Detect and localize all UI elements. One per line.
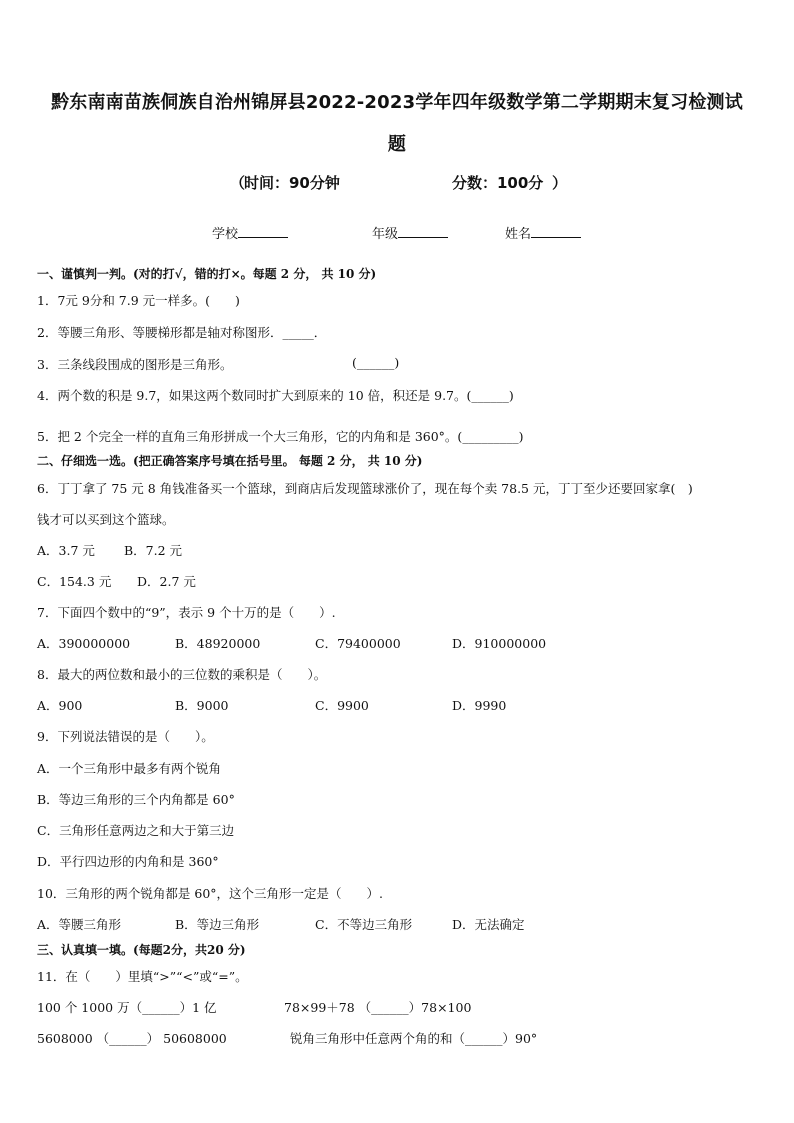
question-10-option-a[interactable]: A．等腰三角形 [37,917,122,932]
question-8-option-a[interactable]: A．900 [37,698,83,713]
meta-paren-left: （ [230,174,246,192]
question-10-option-d[interactable]: D．无法确定 [452,917,525,932]
question-7-option-b[interactable]: B．48920000 [175,636,261,651]
question-10: 10．三角形的两个锐角都是 60°，这个三角形一定是（ ）. [37,886,384,901]
name-field[interactable] [505,223,581,242]
question-10-option-c[interactable]: C．不等边三角形 [315,917,413,932]
grade-blank[interactable] [398,224,448,238]
question-7-option-c[interactable]: C．79400000 [315,636,401,651]
question-6-line1: 6．丁丁拿了 75 元 8 角钱准备买一个篮球，到商店后发现篮球涨价了，现在每个卖 78.5 元，丁丁至少还要回家拿( ) [37,481,693,496]
exam-meta [0,172,794,196]
question-2: 2．等腰三角形、等腰梯形都是轴对称图形．_____． [37,325,327,340]
name-label: 姓名 [505,227,532,242]
exam-score: 分数：100分 [452,174,544,192]
question-8-option-c[interactable]: C．9900 [315,698,369,713]
question-6-line2: 钱才可以买到这个篮球。 [37,512,175,527]
section-2-heading: 二、仔细选一选。(把正确答案序号填在括号里。 每题 2 分， 共 10 分) [37,454,423,468]
exam-title-line1: 黔东南南苗族侗族自治州锦屏县2022-2023学年四年级数学第二学期期末复习检测试 [51,92,743,113]
question-11: 11．在（ ）里填“>”“<”或“=”。 [37,969,248,984]
grade-label: 年级 [372,227,399,242]
question-6-option-c[interactable]: C．154.3 元 [37,574,112,589]
question-3-answer-blank[interactable]: (______) [352,355,400,370]
question-11-item-3[interactable]: 5608000 （______） 50608000 [37,1031,227,1046]
question-8-option-b[interactable]: B．9000 [175,698,229,713]
question-9-option-a[interactable]: A．一个三角形中最多有两个锐角 [37,761,222,776]
school-blank[interactable] [238,224,288,238]
question-7-option-d[interactable]: D．910000000 [452,636,547,651]
question-10-option-b[interactable]: B．等边三角形 [175,917,260,932]
question-6-option-d[interactable]: D．2.7 元 [137,574,196,589]
question-5: 5．把 2 个完全一样的直角三角形拼成一个大三角形，它的内角和是 360°。(_________) [37,429,524,444]
question-6-option-b[interactable]: B．7.2 元 [124,543,183,558]
section-1-heading: 一、谨慎判一判。(对的打√，错的打×。每题 2 分， 共 10 分) [37,267,377,281]
grade-field[interactable] [372,223,448,242]
section-3-heading: 三、认真填一填。(每题2分，共20 分) [37,943,246,957]
name-blank[interactable] [531,224,581,238]
question-8-option-d[interactable]: D．9990 [452,698,507,713]
question-8: 8．最大的两位数和最小的三位数的乘积是（ ）。 [37,667,327,682]
meta-paren-right: ） [552,174,568,192]
question-7: 7．下面四个数中的“9”，表示 9 个十万的是（ ）. [37,605,336,620]
question-1: 1．7元 9分和 7.9 元一样多。( ) [37,293,240,308]
question-9-option-b[interactable]: B．等边三角形的三个内角都是 60° [37,792,235,807]
question-4: 4．两个数的积是 9.7，如果这两个数同时扩大到原来的 10 倍，积还是 9.7。(______) [37,388,514,403]
school-label: 学校 [212,227,239,242]
question-11-item-1[interactable]: 100 个 1000 万（______）1 亿 [37,1000,217,1015]
question-9: 9．下列说法错误的是（ ）。 [37,729,214,744]
school-field[interactable] [212,223,288,242]
question-3: 3．三条线段围成的图形是三角形。 [37,357,233,372]
question-9-option-c[interactable]: C．三角形任意两边之和大于第三边 [37,823,235,838]
exam-time: 时间：90分钟 [244,174,340,192]
question-11-item-4[interactable]: 锐角三角形中任意两个角的和（______）90° [290,1031,538,1046]
question-6-option-a[interactable]: A．3.7 元 [37,543,95,558]
question-11-item-2[interactable]: 78×99＋78 （______）78×100 [284,1000,472,1015]
question-9-option-d[interactable]: D．平行四边形的内角和是 360° [37,854,219,869]
question-7-option-a[interactable]: A．390000000 [37,636,131,651]
exam-title-line2: 题 [387,134,407,155]
